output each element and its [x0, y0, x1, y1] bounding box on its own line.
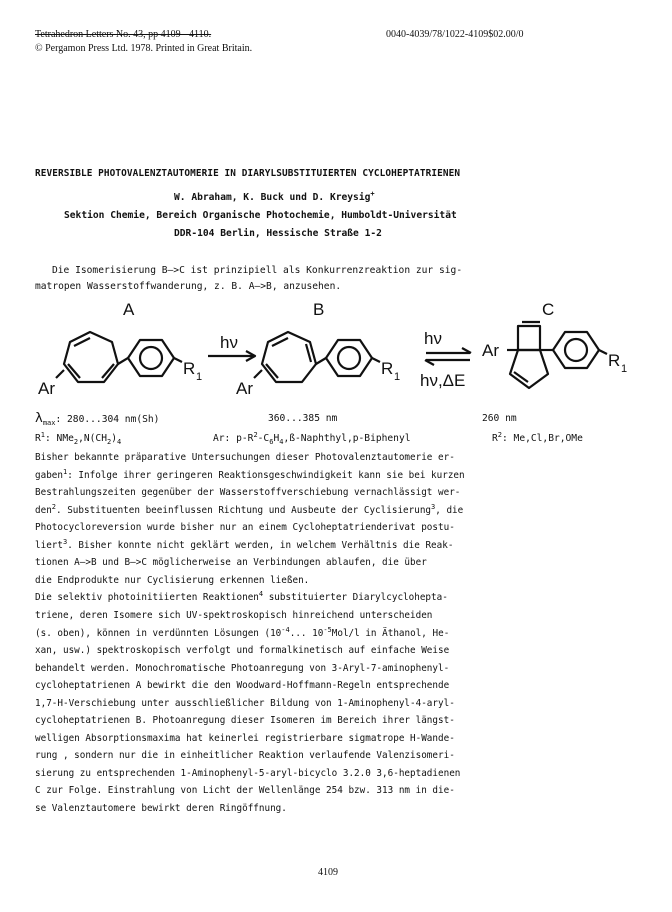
bond-c-r1 [599, 350, 607, 354]
arrow-2-top-label: hν [424, 329, 442, 348]
body-line [35, 645, 449, 656]
body-line [35, 487, 460, 498]
body-line [35, 502, 464, 516]
body-line-text: xan, usw.) spektroskopisch verfolgt und formalkinetisch auf einfache Weise [35, 645, 450, 657]
body-line-text: gaben [35, 469, 63, 481]
r1-sub-1: 2 [73, 437, 79, 446]
journal-citation [35, 29, 211, 40]
substituent-r1 [35, 430, 122, 446]
body-line [35, 522, 455, 533]
body-line-text: , die [435, 504, 464, 516]
body-line-text: cycloheptatrienen B. Photoanregung dieser Isomeren im Bereich ihrer längst- [35, 715, 455, 727]
journal-citation-text: Tetrahedron Letters No. 43, pp 4109 - 4110. [35, 29, 212, 40]
compound-label-a: A [123, 300, 135, 319]
bicyclic-ring-c [510, 322, 548, 388]
r1-sub-2: 2 [107, 437, 112, 446]
cycloheptatriene-ring-b [262, 332, 316, 382]
bond-a-aryl [118, 358, 128, 364]
arrow-2-bottom-label: hν,ΔE [420, 371, 466, 390]
r2-values: : Me,Cl,Br,OMe [502, 433, 583, 444]
lambda-symbol: λ [35, 411, 43, 426]
body-line-text: rung , sondern nur die in einheitlicher Reaktion verlaufende Valenzisomeri- [35, 750, 455, 762]
body-line-text: tionen A—>B und B—>C möglicherweise an Verbindungen ablaufen, die über [35, 557, 427, 569]
body-line-text: . Bisher konnte nicht geklärt werden, in welchem Verhältnis die Reak- [67, 539, 454, 551]
bond-a-r1 [174, 358, 182, 362]
authors-text: W. Abraham, K. Buck und D. Kreysig [174, 192, 371, 203]
article-code: 0040-4039/78/1022-4109$02.00/0 [386, 29, 524, 40]
body-line-text: : Infolge ihrer geringeren Reaktionsgeschwindigkeit kann sie bei kurzen [67, 469, 465, 481]
body-line [35, 592, 448, 603]
benzene-ring-a [128, 340, 174, 376]
intro-line-1: Die Isomerisierung B—>C ist prinzipiell als Konkurrenzreaktion zur sig- [52, 265, 463, 276]
body-line [35, 733, 455, 744]
body-line [35, 663, 449, 674]
ar-sub-2: 4 [279, 437, 284, 446]
ar-sup: 2 [253, 430, 258, 439]
r1-label-c: R [608, 351, 621, 370]
body-line-text: sierung zu entsprechenden 1-Aminophenyl-5-aryl-bicyclo 3.2.0 3,6-heptadienen [35, 767, 461, 779]
body-line [35, 537, 454, 551]
body-line-text: Die selektiv photoinitiierten Reaktionen [35, 592, 259, 604]
lambda-a-value: : 280...304 nm(Sh) [55, 414, 160, 425]
superscript-ref: 4 [258, 590, 264, 599]
affiliation-line-1: Sektion Chemie, Bereich Organische Photochemie, Humboldt-Universität [64, 210, 457, 221]
r1-sup: 1 [40, 430, 45, 439]
body-line [35, 467, 465, 481]
intro-line-2: matropen Wasserstoffwanderung, z. B. A—>B, anzusehen. [35, 281, 342, 292]
benzene-ring-b [326, 340, 372, 376]
body-line [35, 750, 455, 761]
superscript-ref: 1 [63, 467, 68, 476]
author-mark: + [370, 189, 375, 198]
publisher-line: © Pergamon Press Ltd. 1978. Printed in Great Britain. [35, 43, 253, 54]
body-line-text: ... 10 [289, 627, 324, 639]
r1-sub-c: 1 [621, 363, 628, 375]
bond-b-aryl [316, 358, 326, 364]
ar-part-1: Ar: p-R [213, 433, 254, 444]
body-line [35, 768, 460, 779]
body-line [35, 785, 455, 796]
body-line-text: welligen Absorptionsmaxima hat keinerlei registrierbare sigmatrope H-Wande- [35, 732, 455, 744]
affiliation-line-2: DDR-104 Berlin, Hessische Straße 1-2 [174, 228, 382, 239]
ar-part-2: -C [257, 433, 270, 444]
body-line-text: Mol/l in Äthanol, He- [331, 627, 450, 639]
bond-a-ar [56, 370, 64, 378]
bond-b-r1 [372, 358, 380, 362]
lambda-max-a [35, 411, 159, 426]
superscript-ref: 3 [431, 502, 436, 511]
compound-label-c: C [542, 300, 555, 319]
r2-sup: 2 [497, 430, 502, 439]
body-line-text: se Valenztautomere bewirkt deren Ringöffnung. [35, 803, 287, 814]
substituent-ar [213, 430, 411, 446]
r1-sub-b: 1 [394, 371, 401, 383]
body-line-text: den [35, 504, 52, 516]
page-number: 4109 [318, 867, 338, 878]
body-line-text: Bisher bekannte präparative Untersuchungen dieser Photovalenztautomerie er- [35, 452, 455, 463]
body-line-text: (s. oben), können in verdünnten Lösungen (10 [35, 627, 282, 639]
lambda-max-c: 260 nm [482, 413, 517, 424]
body-line-text: cycloheptatrienen A bewirkt die den Woodward-Hoffmann-Regeln entsprechende [35, 680, 450, 692]
arrow-1-label: hν [220, 333, 238, 352]
r2-symbol: R [492, 433, 498, 444]
superscript-ref: -4 [281, 625, 290, 634]
body-line-text: die Endprodukte nur Cyclisierung erkennen ließen. [35, 574, 310, 586]
r1-values: : NMe [45, 433, 74, 444]
superscript-ref: -5 [323, 625, 332, 634]
body-line-text: liert [35, 539, 63, 551]
ar-label-b: Ar [236, 379, 253, 398]
bond-b-ar [254, 370, 262, 378]
body-line-text: Photocycloreversion wurde bisher nur an einem Cycloheptatrienderivat postu- [35, 522, 455, 534]
body-line [35, 625, 450, 639]
body-line [35, 803, 287, 814]
body-line-text: substituierter Diarylcyclohepta- [263, 592, 448, 604]
r1-close: ) [111, 433, 117, 444]
r1-sub-3: 4 [117, 437, 122, 446]
benzene-ring-c [553, 332, 599, 368]
compound-label-b: B [313, 300, 325, 319]
lambda-sub: max [42, 418, 56, 427]
r1-values-rest: ,N(CH [78, 433, 107, 444]
r1-symbol: R [35, 433, 41, 444]
body-line-text: . Substituenten beeinflussen Richtung und Ausbeute der Cyclisierung [56, 504, 432, 516]
r1-label-a: R [183, 359, 196, 378]
body-line [35, 698, 455, 709]
superscript-ref: 3 [63, 537, 68, 546]
body-line [35, 680, 449, 691]
body-line [35, 575, 309, 586]
ar-label-c: Ar [482, 341, 499, 360]
body-line [35, 715, 455, 726]
body-line [35, 610, 432, 621]
body-line-text: triene, deren Isomere sich UV-spektroskopisch hinreichend unterscheiden [35, 609, 433, 621]
body-line [35, 557, 427, 568]
authors [174, 189, 375, 203]
ar-label-a: Ar [38, 379, 55, 398]
substituent-r2 [492, 430, 583, 444]
article-title: REVERSIBLE PHOTOVALENZTAUTOMERIE IN DIARYLSUBSTITUIERTEN CYCLOHEPTATRIENEN [35, 168, 461, 179]
reaction-scheme [0, 318, 672, 408]
body-line-text: C zur Folge. Einstrahlung von Licht der Wellenlänge 254 bzw. 313 nm in die- [35, 785, 455, 797]
body-line [35, 452, 455, 463]
ar-part-3: H [273, 433, 280, 444]
body-line-text: 1,7-H-Verschiebung unter ausschließlicher Bildung von 1-Aminophenyl-4-aryl- [35, 697, 455, 709]
cycloheptatriene-ring-a [64, 332, 118, 382]
ar-sub-1: 6 [269, 437, 274, 446]
body-line-text: Bestrahlungszeiten gegenüber der Wasserstoffverschiebung vernachlässigt wer- [35, 487, 461, 499]
lambda-max-b: 360...385 nm [268, 413, 338, 424]
r1-sub-a: 1 [196, 371, 203, 383]
superscript-ref: 2 [51, 502, 57, 511]
r1-label-b: R [381, 359, 394, 378]
body-line-text: behandelt werden. Monochromatische Photoanregung von 3-Aryl-7-aminophenyl- [35, 662, 450, 674]
ar-part-4: ,ß-Naphthyl,p-Biphenyl [283, 433, 411, 444]
